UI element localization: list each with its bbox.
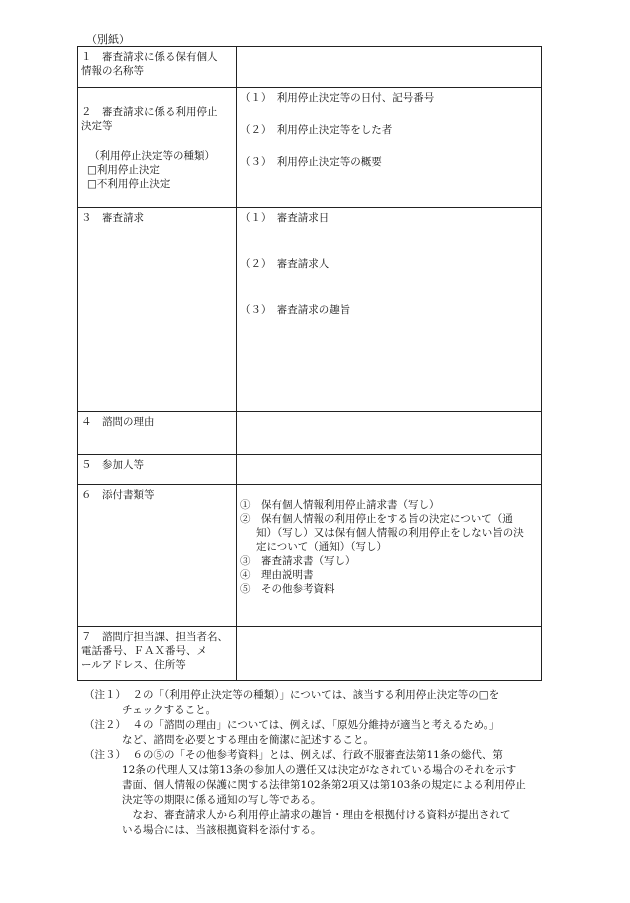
note-1: （注１） ２の「（利用停止決定等の種類）」については、該当する利用停止決定等の□を チェックすること。 (84, 689, 500, 716)
attachment-item-4: ④ 理由説明書 (240, 569, 314, 581)
row-7-value[interactable] (237, 627, 542, 681)
row-2 (78, 88, 542, 208)
attachment-item-3: ③ 審査請求書（写し） (240, 555, 356, 567)
note-3-supplement: なお、審査請求人から利用停止請求の趣旨・理由を根拠付ける資料が提出されて いる場合には、当該根拠資料を添付する。 (122, 809, 511, 836)
row-3-value: （１） 審査請求日 （２） 審査請求人 （３） 審査請求の趣旨 (237, 208, 542, 412)
row-6 (78, 485, 542, 627)
decision-kind-heading: （利用停止決定等の種類） (89, 150, 215, 162)
row-5 (78, 455, 542, 485)
notes-section (84, 688, 554, 838)
row-4-value[interactable] (237, 412, 542, 455)
row-6-label: ６ 添付書類等 (78, 485, 237, 627)
review-request-form (77, 46, 542, 681)
attachment-label: （別紙） (86, 33, 130, 46)
row-1 (78, 47, 542, 88)
row-3-label: ３ 審査請求 (78, 208, 237, 412)
row-3 (78, 208, 542, 412)
attachment-item-1: ① 保有個人情報利用停止請求書（写し） (240, 499, 440, 511)
attachment-item-2: ② 保有個人情報の利用停止をする旨の決定について（通 (240, 513, 513, 525)
attachment-item-5: ⑤ その他参考資料 (240, 583, 335, 595)
checkbox-use-stop[interactable]: □利用停止決定 (87, 164, 160, 176)
row-2-label: ２ 審査請求に係る利用停止 決定等 （利用停止決定等の種類） □利用停止決定 □不利用停止決定 (78, 88, 237, 208)
checkbox-no-use-stop[interactable]: □不利用停止決定 (87, 178, 171, 190)
row-7-label: ７ 諮問庁担当課、担当者名、 電話番号、ＦＡＸ番号、メ ールアドレス、住所等 (78, 627, 237, 681)
row-1-label: １ 審査請求に係る保有個人 情報の名称等 (78, 47, 237, 88)
row-5-value[interactable] (237, 455, 542, 485)
note-3: （注３） ６の⑤の「その他参考資料」とは、例えば、行政不服審査法第11条の総代、第 12条の代理人又は第13条の参加人の選任又は決定がなされている場合のそれを示す 書面、個人情報の保護に関する法律第102条第2項又は第103条の規定による利用停止 決定等の期限に係る通知の写し等である。 (84, 749, 526, 806)
row-1-value[interactable] (237, 47, 542, 88)
note-2: （注２） ４の「諮問の理由」については、例えば、「原処分維持が適当と考えるため。」 など、諮問を必要とする理由を簡潔に記述すること。 (84, 719, 500, 746)
row-7 (78, 627, 542, 681)
row-4 (78, 412, 542, 455)
row-5-label: ５ 参加人等 (78, 455, 237, 485)
row-4-label: ４ 諮問の理由 (78, 412, 237, 455)
row-2-value: （１） 利用停止決定等の日付、記号番号 （２） 利用停止決定等をした者 （３） 利用停止決定等の概要 (237, 88, 542, 208)
row-6-value: ① 保有個人情報利用停止請求書（写し） ② 保有個人情報の利用停止をする旨の決定について（通 知）（写し）又は保有個人情報の利用停止をしない旨の決 定について（通知）（写し） ③ 審査請求書（写し） ④ 理由説明書 ⑤ その他参考資料 (237, 485, 542, 627)
